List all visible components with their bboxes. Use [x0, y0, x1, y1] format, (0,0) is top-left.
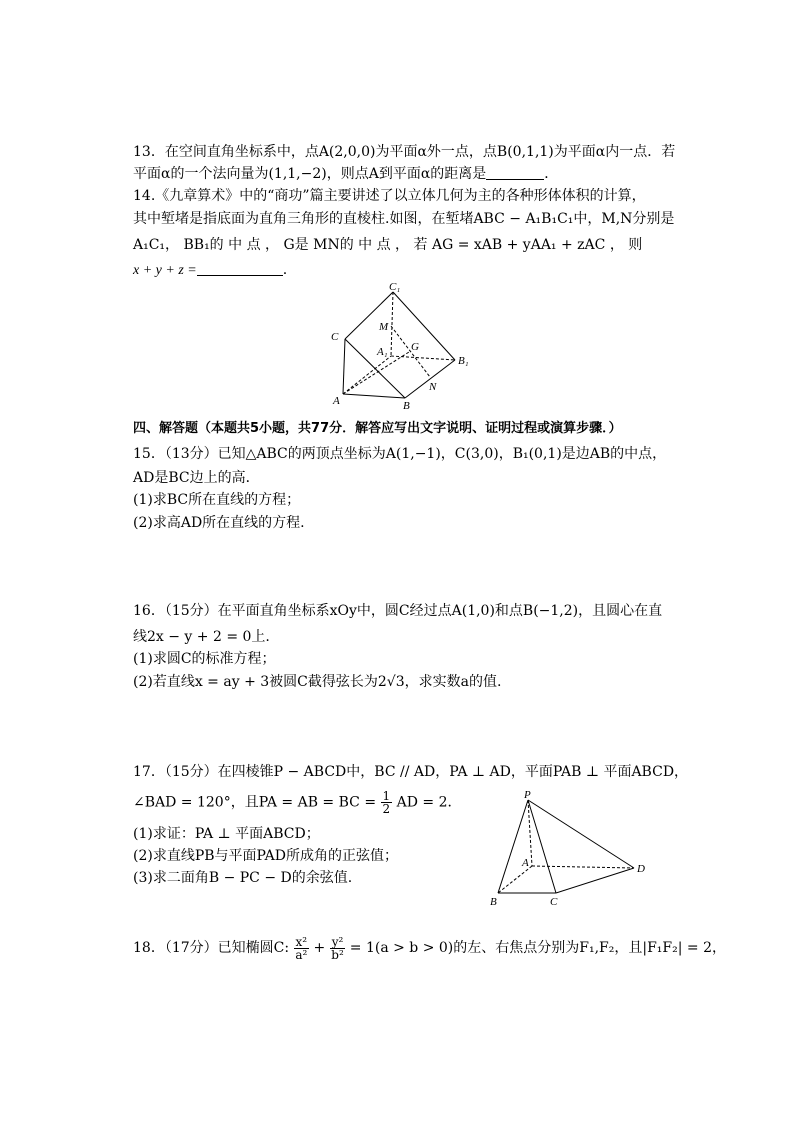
q15-part-2: (2)求高AD所在直线的方程.: [133, 515, 305, 531]
q15-line-1: 15．（13分）已知△ABC的两顶点坐标为A(1,−1)，C(3,0)，B₁(0,1)是边AB的中点，: [133, 446, 667, 462]
q16-part-1: (1)求圆C的标准方程；: [133, 651, 276, 667]
label-A1: A₁: [377, 346, 388, 358]
q17-part-3: (3)求二面角B − PC − D的余弦值.: [133, 870, 353, 886]
q17-line-2-end: AD = 2．: [396, 794, 462, 811]
answer-blank: [486, 165, 544, 180]
label-A: A: [522, 857, 529, 869]
fraction-y2-b2: $\frac{\text{y²}}{\text{b²}}$: [331, 934, 344, 962]
q17-line-2-text: ∠BAD = 120°，且PA = AB = BC =: [133, 794, 377, 811]
q14-line-4: [133, 260, 287, 281]
q17-line-1: 17．（15分）在四棱锥P − ABCD中，BC // AD，PA ⊥ AD，平面PAB ⊥ 平面ABCD，: [133, 764, 689, 780]
label-M: M: [379, 321, 389, 333]
fraction-one-half: $\frac{1}{2}$: [382, 789, 391, 816]
q16-line-2: 线2x − y + 2 = 0上.: [133, 629, 270, 645]
q13-line-2-end: ．: [544, 166, 559, 182]
label-C: C: [331, 331, 339, 343]
q14-line-3: A₁C₁， BB₁的 中 点 ， G是 MN的 中 点 ， 若 AG = xAB + yAA₁ + zAC ， 则: [133, 237, 643, 253]
label-B1: B₁: [458, 355, 469, 367]
plus-sign: +: [313, 940, 326, 956]
label-B: B: [490, 896, 497, 908]
label-D: D: [637, 863, 645, 875]
fraction-x2-a2: $\frac{\text{x²}}{\text{a²}}$: [295, 934, 308, 962]
q13-line-1: 13．在空间直角坐标系中，点A(2,0,0)为平面α外一点，点B(0,1,1)为平面α内一点．若: [133, 144, 676, 160]
q15-line-2: AD是BC边上的高．: [133, 470, 260, 486]
prism-figure: [325, 282, 475, 412]
q16-part-2: (2)若直线x = ay + 3被圆C截得弦长为2√3，求实数a的值.: [133, 674, 502, 690]
q17-line-2: [133, 790, 461, 815]
q14-line-4-end: .: [282, 262, 288, 278]
answer-blank: [197, 261, 283, 276]
q14-sum-expression: x + y + z =: [133, 263, 197, 278]
q13-line-2-text: 平面α的一个法向量为(1,1,−2)，则点A到平面α的距离是: [133, 166, 487, 182]
q14-line-2: 其中堑堵是指底面为直角三角形的直棱柱.如图，在堑堵ABC − A₁B₁C₁中，M,N分别是: [133, 211, 675, 227]
label-P: P: [524, 790, 531, 801]
q15-part-1: (1)求BC所在直线的方程；: [133, 492, 301, 508]
q18-line-1-end: = 1(a > b > 0)的左、右焦点分别为F₁,F₂，且|F₁F₂| = 2，: [349, 940, 726, 956]
q14-line-1: 14.《九章算术》中的“商功”篇主要讲述了以立体几何为主的各种形体体积的计算，: [133, 188, 646, 204]
q17-part-2: (2)求直线PB与平面PAD所成角的正弦值；: [133, 848, 399, 864]
q16-line-1: 16．（15分）在平面直角坐标系xOy中，圆C经过点A(1,0)和点B(−1,2)，且圆心在直: [133, 603, 663, 619]
label-B: B: [403, 400, 410, 412]
q13-line-2: [133, 164, 558, 184]
label-N: N: [429, 381, 437, 393]
q18-line-1: [133, 934, 726, 962]
label-G: G: [411, 341, 419, 353]
q18-line-1-text: 18．（17分）已知椭圆C:: [133, 940, 290, 956]
q17-part-1: (1)求证：PA ⊥ 平面ABCD；: [133, 826, 320, 842]
pyramid-figure: [484, 790, 654, 908]
section-heading: 四、解答题（本题共5小题，共77分．解答应写出文字说明、证明过程或演算步骤．）: [133, 421, 622, 436]
label-A: A: [333, 395, 340, 407]
label-C1: C₁: [389, 282, 401, 293]
label-C: C: [550, 896, 558, 908]
